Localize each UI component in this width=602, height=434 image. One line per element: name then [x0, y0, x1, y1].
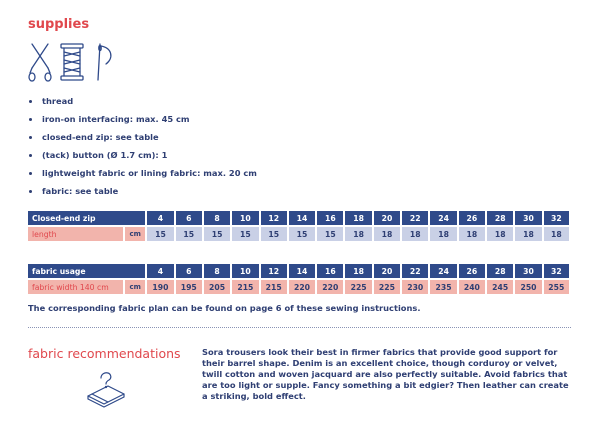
size-header: 8	[204, 211, 232, 227]
table-header-row	[28, 264, 571, 280]
list-item: iron-on interfacing: max. 45 cm	[28, 110, 257, 128]
table-cell: 18	[515, 227, 543, 241]
size-header: 30	[515, 211, 543, 227]
size-header: 28	[487, 211, 515, 227]
fabric-plan-note: The corresponding fabric plan can be found on page 6 of these sewing instructions.	[28, 303, 421, 313]
table-cell: 225	[345, 280, 373, 294]
table-header-row	[28, 211, 571, 227]
table-cell: 18	[459, 227, 487, 241]
table-cell: 235	[430, 280, 458, 294]
size-header: 26	[459, 211, 487, 227]
size-header: 20	[374, 264, 402, 280]
table-cell: 15	[204, 227, 232, 241]
fabric-usage-table	[28, 264, 571, 294]
size-header: 22	[402, 264, 430, 280]
table-cell: 245	[487, 280, 515, 294]
table-cell: 240	[459, 280, 487, 294]
list-item: (tack) button (Ø 1.7 cm): 1	[28, 146, 257, 164]
size-header: 22	[402, 211, 430, 227]
unit-label: cm	[125, 280, 147, 294]
list-item: lightweight fabric or lining fabric: max. 20 cm	[28, 164, 257, 182]
fabric-table-header: fabric usage	[28, 264, 147, 280]
needle-icon	[98, 44, 111, 80]
size-header: 18	[345, 211, 373, 227]
size-header: 14	[289, 211, 317, 227]
section-divider	[28, 327, 571, 328]
size-header: 4	[147, 211, 175, 227]
table-cell: 205	[204, 280, 232, 294]
size-header: 20	[374, 211, 402, 227]
size-header: 24	[430, 211, 458, 227]
fabric-recommendations-text: Sora trousers look their best in firmer fabrics that provide good support for their barrel shape. Denim is an excellent choice, though corduroy or velvet, twill cotton and woven jacquard are also perfectly suitable. Avoid fabrics that are too light or supple. Fancy something a bit edgier? Then leather can create a striking, bold effect.	[202, 347, 569, 401]
size-header: 18	[345, 264, 373, 280]
table-cell: 18	[345, 227, 373, 241]
table-cell: 15	[147, 227, 175, 241]
table-cell: 195	[176, 280, 204, 294]
table-row	[28, 227, 571, 241]
scissors-icon	[29, 44, 51, 81]
row-label: length	[28, 227, 125, 241]
row-label: fabric width 140 cm	[28, 280, 125, 294]
table-cell: 220	[317, 280, 345, 294]
table-cell: 215	[261, 280, 289, 294]
size-header: 26	[459, 264, 487, 280]
size-header: 12	[261, 211, 289, 227]
list-item: closed-end zip: see table	[28, 128, 257, 146]
table-cell: 225	[374, 280, 402, 294]
size-header: 16	[317, 264, 345, 280]
table-row	[28, 280, 571, 294]
list-item: fabric: see table	[28, 182, 257, 200]
table-cell: 255	[544, 280, 571, 294]
size-header: 30	[515, 264, 543, 280]
size-header: 4	[147, 264, 175, 280]
table-cell: 190	[147, 280, 175, 294]
zip-length-table	[28, 211, 571, 241]
supplies-list	[28, 92, 257, 200]
supplies-icons	[28, 42, 118, 82]
table-cell: 15	[232, 227, 260, 241]
table-cell: 15	[289, 227, 317, 241]
size-header: 6	[176, 264, 204, 280]
size-header: 16	[317, 211, 345, 227]
table-cell: 15	[261, 227, 289, 241]
table-cell: 230	[402, 280, 430, 294]
unit-label: cm	[125, 227, 147, 241]
table-cell: 15	[176, 227, 204, 241]
table-cell: 15	[317, 227, 345, 241]
size-header: 10	[232, 211, 260, 227]
thread-spool-icon	[61, 44, 83, 80]
size-header: 24	[430, 264, 458, 280]
table-cell: 18	[402, 227, 430, 241]
table-cell: 18	[544, 227, 571, 241]
table-cell: 18	[430, 227, 458, 241]
table-cell: 250	[515, 280, 543, 294]
size-header: 6	[176, 211, 204, 227]
fabric-recommendations-heading: fabric recommendations	[28, 346, 181, 361]
size-header: 32	[544, 211, 571, 227]
table-cell: 18	[487, 227, 515, 241]
size-header: 32	[544, 264, 571, 280]
fabric-question-icon	[86, 370, 126, 408]
table-cell: 215	[232, 280, 260, 294]
size-header: 8	[204, 264, 232, 280]
list-item: thread	[28, 92, 257, 110]
size-header: 12	[261, 264, 289, 280]
size-header: 28	[487, 264, 515, 280]
table-cell: 18	[374, 227, 402, 241]
zip-table-header: Closed-end zip	[28, 211, 147, 227]
size-header: 14	[289, 264, 317, 280]
supplies-heading: supplies	[28, 17, 90, 32]
table-cell: 220	[289, 280, 317, 294]
size-header: 10	[232, 264, 260, 280]
